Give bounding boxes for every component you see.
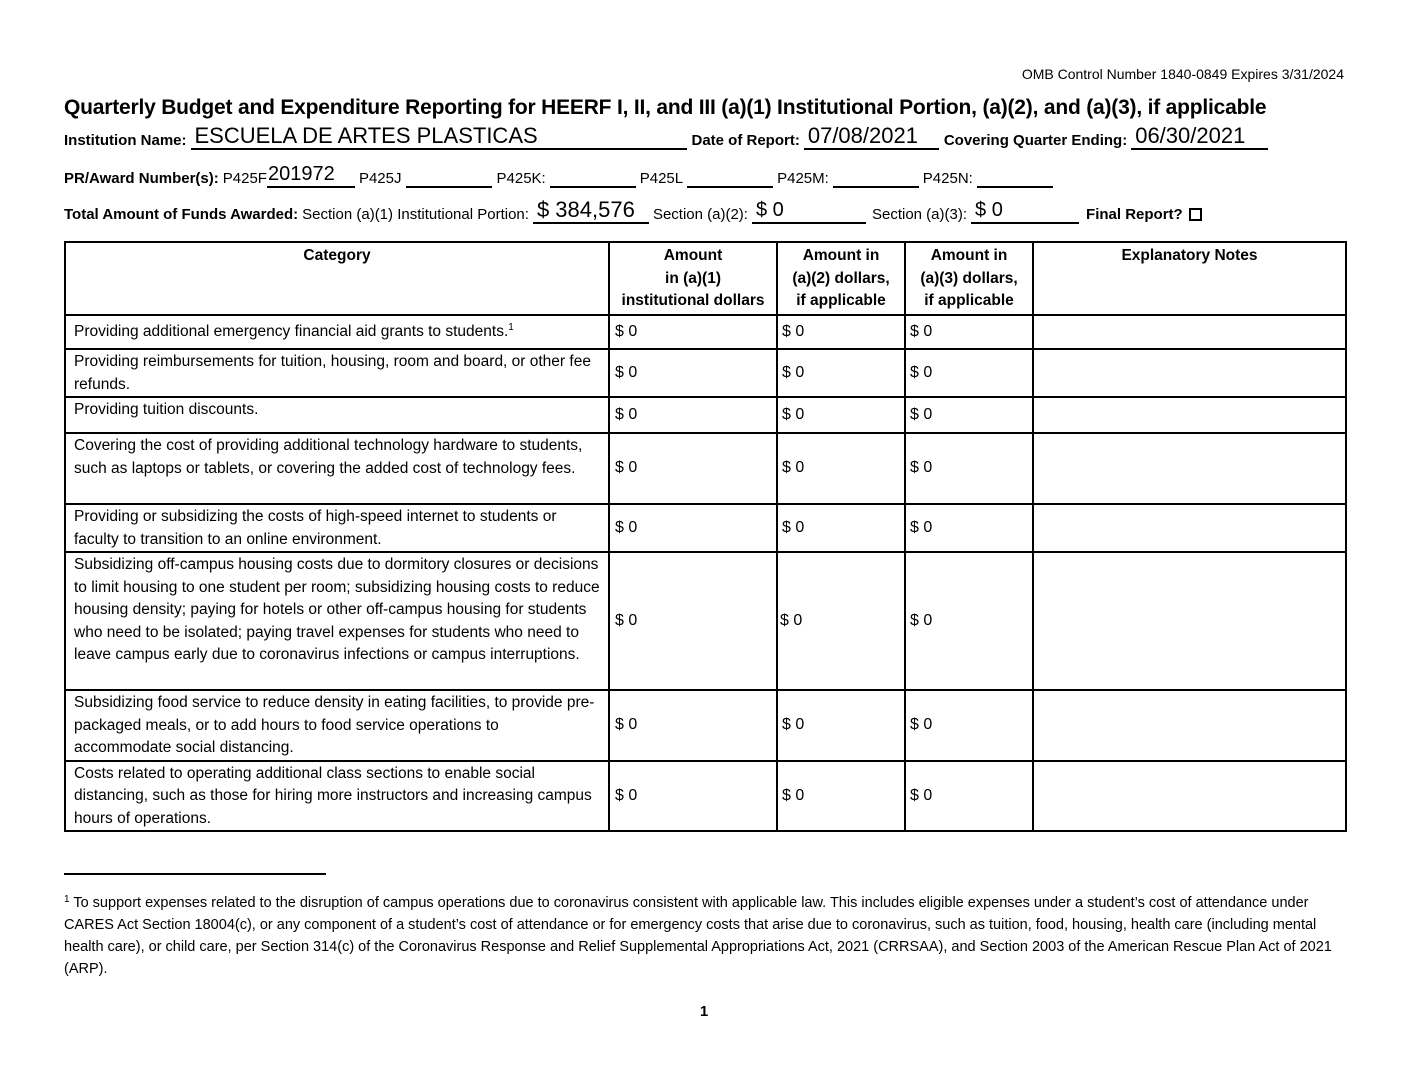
notes-cell[interactable] xyxy=(1033,552,1346,690)
award-prefix-p425m: P425M: xyxy=(777,170,829,187)
award-numbers-line xyxy=(64,162,1053,188)
section-a1-label: Section (a)(1) Institutional Portion: xyxy=(302,206,529,223)
a2-amount-cell[interactable]: $ 0 xyxy=(777,761,905,832)
category-cell: Subsidizing food service to reduce density in eating facilities, to provide pre-packaged meals, or to add hours to food service operations to accommodate social distancing. xyxy=(65,690,609,761)
header-a3-amount: Amount in (a)(3) dollars, if applicable xyxy=(905,242,1033,315)
a3-amount-cell[interactable]: $ 0 xyxy=(905,315,1033,349)
header-a2-amount: Amount in (a)(2) dollars, if applicable xyxy=(777,242,905,315)
notes-cell[interactable] xyxy=(1033,315,1346,349)
footnote-divider xyxy=(64,873,326,875)
a3-amount-cell[interactable]: $ 0 xyxy=(905,690,1033,761)
omb-control-notice: OMB Control Number 1840-0849 Expires 3/31/2024 xyxy=(1021,66,1344,82)
a1-amount-cell[interactable]: $ 0 xyxy=(609,397,777,433)
a2-amount-cell[interactable]: $ 0 xyxy=(777,433,905,504)
table-row xyxy=(65,349,1346,397)
header-a1-amount: Amount in (a)(1) institutional dollars xyxy=(609,242,777,315)
a2-amount-cell[interactable]: $ 0 xyxy=(777,397,905,433)
table-row xyxy=(65,504,1346,552)
category-cell: Providing additional emergency financial aid grants to students.$^1$ xyxy=(65,315,609,349)
page-number: 1 xyxy=(699,1003,709,1020)
a3-amount-cell[interactable]: $ 0 xyxy=(905,433,1033,504)
notes-cell[interactable] xyxy=(1033,349,1346,397)
table-row xyxy=(65,315,1346,349)
category-cell: Covering the cost of providing additional technology hardware to students, such as laptops or tablets, or covering the added cost of technology fees. xyxy=(65,433,609,504)
category-cell: Providing tuition discounts. xyxy=(65,397,609,433)
notes-cell[interactable] xyxy=(1033,690,1346,761)
award-field-p425k[interactable] xyxy=(550,186,636,188)
footnote xyxy=(64,889,1346,980)
a2-amount-cell[interactable]: $ 0 xyxy=(777,315,905,349)
a1-amount-cell[interactable]: $ 0 xyxy=(609,761,777,832)
notes-cell[interactable] xyxy=(1033,397,1346,433)
section-a3-label: Section (a)(3): xyxy=(871,206,968,223)
a1-amount-cell[interactable]: $ 0 xyxy=(609,504,777,552)
form-title: Quarterly Budget and Expenditure Reporting for HEERF I, II, and III (a)(1) Institutional Portion, (a)(2), and (a)(3), if applicable xyxy=(64,96,1267,119)
notes-cell[interactable] xyxy=(1033,504,1346,552)
quarter-ending-label: Covering Quarter Ending: xyxy=(943,132,1128,149)
table-row xyxy=(65,397,1346,433)
table-row xyxy=(65,552,1346,690)
a3-amount-cell[interactable]: $ 0 xyxy=(905,761,1033,832)
a3-amount-cell[interactable]: $ 0 xyxy=(905,397,1033,433)
category-cell: Providing or subsidizing the costs of high-speed internet to students or faculty to transition to an online environment. xyxy=(65,504,609,552)
a1-amount-cell[interactable]: $ 0 xyxy=(609,349,777,397)
table-row xyxy=(65,433,1346,504)
award-field-p425f[interactable]: 201972 xyxy=(267,162,355,188)
section-a2-label: Section (a)(2): xyxy=(652,206,748,223)
a1-amount-cell[interactable]: $ 0 xyxy=(609,552,777,690)
award-prefix-p425n: P425N: xyxy=(922,170,973,187)
final-report-checkbox[interactable] xyxy=(1189,208,1202,221)
section-a2-field[interactable]: $ 0 xyxy=(752,198,866,224)
budget-table xyxy=(64,241,1347,832)
award-prefix-p425f: P425F xyxy=(222,170,267,187)
award-field-p425n[interactable] xyxy=(977,186,1053,188)
a2-amount-cell[interactable]: $ 0 xyxy=(777,349,905,397)
header-explanatory-notes: Explanatory Notes xyxy=(1033,242,1346,315)
footnote-ref[interactable]: 1 xyxy=(508,322,514,333)
date-of-report-label: Date of Report: xyxy=(691,132,800,149)
a2-amount-cell[interactable]: $ 0 xyxy=(777,690,905,761)
award-field-p425j[interactable] xyxy=(406,186,492,188)
a2-amount-cell[interactable]: $ 0 xyxy=(777,552,905,690)
institution-name-field[interactable]: ESCUELA DE ARTES PLASTICAS xyxy=(191,124,687,150)
section-a3-field[interactable]: $ 0 xyxy=(971,198,1079,224)
award-prefix-p425l: P425L xyxy=(639,170,684,187)
a3-amount-cell[interactable]: $ 0 xyxy=(905,349,1033,397)
category-cell: Subsidizing off-campus housing costs due to dormitory closures or decisions to limit housing to one student per room; subsidizing housing costs to reduce housing density; paying for hotels or other off-campus housing for students who need to be isolated; paying travel expenses for students who need to leave campus early due to coronavirus infections or campus interruptions. xyxy=(65,552,609,690)
institution-name-label: Institution Name: xyxy=(64,132,187,149)
a1-amount-cell[interactable]: $ 0 xyxy=(609,433,777,504)
notes-cell[interactable] xyxy=(1033,761,1346,832)
funds-awarded-label: Total Amount of Funds Awarded: xyxy=(64,206,299,223)
award-prefix-p425k: P425K: xyxy=(496,170,546,187)
table-row xyxy=(65,761,1346,832)
table-header-row xyxy=(65,242,1346,315)
a1-amount-cell[interactable]: $ 0 xyxy=(609,315,777,349)
institution-line xyxy=(64,124,1268,150)
funds-line xyxy=(64,198,1202,224)
a1-amount-cell[interactable]: $ 0 xyxy=(609,690,777,761)
a3-amount-cell[interactable]: $ 0 xyxy=(905,552,1033,690)
quarter-ending-field[interactable]: 06/30/2021 xyxy=(1131,124,1268,150)
date-of-report-field[interactable]: 07/08/2021 xyxy=(804,124,939,150)
award-numbers-label: PR/Award Number(s): xyxy=(64,170,219,187)
footnote-marker: 1 xyxy=(64,894,70,905)
header-category: Category xyxy=(65,242,609,315)
a3-amount-cell[interactable]: $ 0 xyxy=(905,504,1033,552)
footnote-text: To support expenses related to the disruption of campus operations due to coronavirus consistent with applicable law. This includes eligible expenses under a student’s cost of attendance under CARES Act Section 18004(c), or any component of a student’s cost of attendance or for emergency costs that arise due to coronavirus, such as tuition, food, housing, health care (including mental health care), or child care, per Section 314(c) of the Coronavirus Response and Relief Supplemental Appropriations Act, 2021 (CRRSAA), and Section 2003 of the American Rescue Plan Act of 2021 (ARP). xyxy=(64,895,1332,977)
award-field-p425l[interactable] xyxy=(687,186,773,188)
section-a1-field[interactable]: $ 384,576 xyxy=(533,198,649,224)
category-cell: Providing reimbursements for tuition, housing, room and board, or other fee refunds. xyxy=(65,349,609,397)
award-prefix-p425j: P425J xyxy=(358,170,402,187)
award-field-p425m[interactable] xyxy=(833,186,919,188)
table-row xyxy=(65,690,1346,761)
a2-amount-cell[interactable]: $ 0 xyxy=(777,504,905,552)
final-report-label: Final Report? xyxy=(1086,206,1183,223)
category-cell: Costs related to operating additional class sections to enable social distancing, such as those for hiring more instructors and increasing campus hours of operations. xyxy=(65,761,609,832)
notes-cell[interactable] xyxy=(1033,433,1346,504)
